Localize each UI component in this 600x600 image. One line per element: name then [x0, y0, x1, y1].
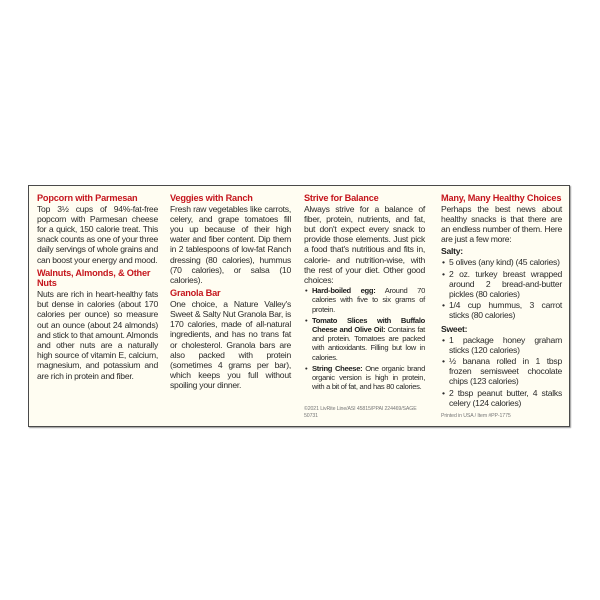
salty-list	[441, 257, 562, 321]
heading-popcorn: Popcorn with Parmesan	[37, 193, 138, 203]
text-balance: Always strive for a balance of fiber, protein, nutrients, and fat, but don't expect every snack to provide those elements. Just pick a food that's nutritious and fits in, calorie- and nutrition-wise, with the rest of your diet. Other good choices:	[304, 203, 425, 286]
heading-choices: Many, Many Healthy Choices	[441, 193, 562, 203]
item-label: String Cheese:	[312, 363, 363, 373]
heading-veggies: Veggies with Ranch	[170, 193, 253, 203]
list-item: • 5 olives (any kind) (45 calories)	[441, 257, 562, 267]
list-item	[304, 316, 425, 362]
list-item	[304, 286, 425, 314]
heading-nuts: Walnuts, Almonds, & Other Nuts	[37, 267, 151, 289]
item-label: Tomato Slices with Buffalo Cheese and Olive Oil:	[312, 315, 425, 335]
item-text: Around 70 calories with five to six grams of protein.	[312, 286, 426, 314]
column-3	[304, 193, 425, 420]
text-granola: One choice, a Nature Valley's Sweet & Salty Nut Granola Bar, is 170 calories, made of all-natural ingredients, and has no trans fat or cholesterol. Granola bars are also packed with protein (sometimes 4 grams per bar), which keeps you full without spoiling your dinner.	[170, 298, 291, 391]
choices-list	[304, 286, 425, 393]
copyright-footer: ©2021 LivRite Line/ASI 45815/PPAI 224469/SAGE 50731	[304, 406, 417, 420]
salty-label: Salty:	[441, 246, 463, 257]
item-text: One organic brand organic version is high in protein, with a bit of fat, and has 80 calories.	[312, 363, 425, 392]
list-item: • 1 package honey graham sticks (120 calories)	[441, 335, 562, 355]
item-text: Contains fat and protein. Tomatoes are packed with antioxidants. Filling but low in calories.	[312, 325, 425, 362]
column-2	[170, 193, 291, 420]
column-4	[441, 193, 562, 420]
snack-tips-card	[28, 185, 570, 427]
text-choices: Perhaps the best news about healthy snacks is that there are an endless number of them. Here are just a few more:	[441, 203, 562, 245]
text-veggies: Fresh raw vegetables like carrots, celery, and grape tomatoes fill you up because of their high water and fiber content. Dip them in 2 tablespoons of low-fat Ranch dressing (80 calories), hummus (70 calories), or salsa (10 calories).	[170, 203, 291, 286]
list-item: • 2 tbsp peanut butter, 4 stalks celery (124 calories)	[441, 388, 562, 408]
heading-balance: Strive for Balance	[304, 193, 379, 203]
list-item	[304, 364, 425, 392]
text-popcorn: Top 3½ cups of 94%-fat-free popcorn with Parmesan cheese for a quick, 150 calorie treat. This snack counts as one of your three daily servings of whole grains and can boost your energy and mood.	[37, 203, 158, 265]
list-item: • ½ banana rolled in 1 tbsp frozen semisweet chocolate chips (123 calories)	[441, 356, 562, 387]
text-nuts: Nuts are rich in heart-healthy fats but dense in calories (about 170 calories per ounce) so measure out an ounce (about 24 almonds) and stick to that amount. Almonds and other nuts are a naturally high source of vitamin E, calcium, magnesium, and potassium and are rich in protein and fiber.	[37, 289, 158, 381]
sweet-list	[441, 335, 562, 409]
list-item: • 1/4 cup hummus, 3 carrot sticks (80 calories)	[441, 300, 562, 320]
item-label: Hard-boiled egg:	[312, 286, 376, 296]
heading-granola: Granola Bar	[170, 288, 221, 299]
column-1	[37, 193, 158, 420]
sweet-label: Sweet:	[441, 323, 468, 334]
item-number-footer: Printed in USA / Item #PP-1775	[441, 413, 511, 420]
list-item: • 2 oz. turkey breast wrapped around 2 bread-and-butter pickles (80 calories)	[441, 269, 562, 300]
